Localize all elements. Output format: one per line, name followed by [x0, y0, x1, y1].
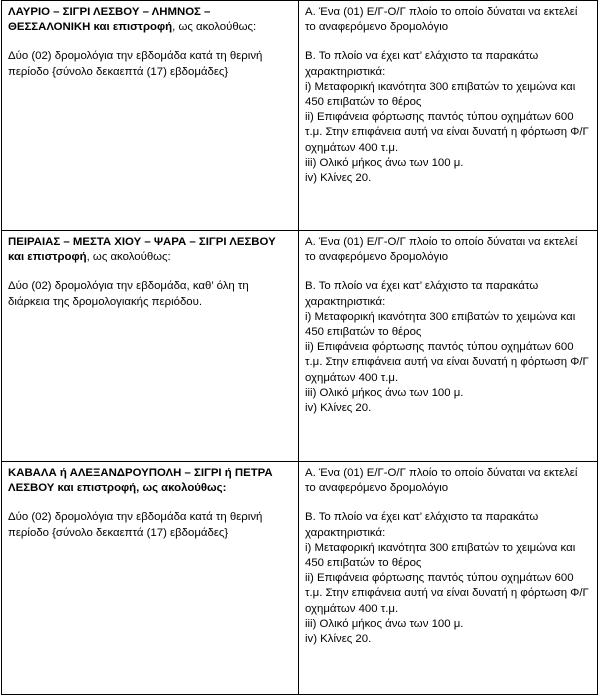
routes-table [1, 0, 598, 695]
route-row [2, 462, 598, 695]
route-name: ΛΑΥΡΙΟ – ΣΙΓΡΙ ΛΕΣΒΟΥ – ΛΗΜΝΟΣ – ΘΕΣΣΑΛΟΝΙΚΗ και επιστροφή [8, 6, 211, 34]
requirement-vehicle-deck: ii) Επιφάνεια φόρτωσης παντός τύπου οχημάτων 600 τ.μ. Στην επιφάνεια αυτή να είναι δυνατή η φόρτωση Φ/Γ οχημάτων 400 τ.μ. [305, 341, 589, 384]
route-description-cell [2, 462, 299, 695]
route-row [2, 1, 598, 231]
requirement-berths: iv) Κλίνες 20. [305, 402, 372, 415]
route-name: ΚΑΒΑΛΑ ή ΑΛΕΞΑΝΔΡΟΥΠΟΛΗ – ΣΙΓΡΙ ή ΠΕΤΡΑ ΛΕΣΒΟΥ και επιστροφή, ως ακολούθως: [8, 467, 273, 495]
requirement-berths: iv) Κλίνες 20. [305, 172, 372, 185]
vessel-requirements-cell [299, 231, 598, 462]
requirement-berths: iv) Κλίνες 20. [305, 633, 372, 646]
route-title [8, 466, 292, 496]
requirement-a: Α. Ένα (01) Ε/Γ-Ο/Γ πλοίο το οποίο δύναται να εκτελεί το αναφερόμενο δρομολόγιο [305, 467, 578, 495]
vessel-requirements-cell [299, 462, 598, 695]
requirement-vehicle-deck: ii) Επιφάνεια φόρτωσης παντός τύπου οχημάτων 600 τ.μ. Στην επιφάνεια αυτή να είναι δυνατή η φόρτωση Φ/Γ οχημάτων 400 τ.μ. [305, 572, 589, 615]
route-description-cell [2, 231, 299, 462]
route-title-suffix: , ως ακολούθως: [86, 251, 171, 264]
route-frequency: Δύο (02) δρομολόγια την εβδομάδα κατά τη θερινή περίοδο {σύνολο δεκαεπτά (17) εβδομάδες} [8, 50, 263, 78]
requirement-a: Α. Ένα (01) Ε/Γ-Ο/Γ πλοίο το οποίο δύναται να εκτελεί το αναφερόμενο δρομολόγιο [305, 236, 578, 264]
route-title [8, 235, 292, 265]
route-name: ΠΕΙΡΑΙΑΣ – ΜΕΣΤΑ ΧΙΟΥ – ΨΑΡΑ – ΣΙΓΡΙ ΛΕΣΒΟΥ και επιστροφή [8, 236, 276, 264]
requirement-vehicle-deck: ii) Επιφάνεια φόρτωσης παντός τύπου οχημάτων 600 τ.μ. Στην επιφάνεια αυτή να είναι δυνατή η φόρτωση Φ/Γ οχημάτων 400 τ.μ. [305, 111, 589, 154]
requirement-capacity: i) Μεταφορική ικανότητα 300 επιβατών το χειμώνα και 450 επιβατών το θέρος [305, 541, 576, 570]
requirement-a: Α. Ένα (01) Ε/Γ-Ο/Γ πλοίο το οποίο δύναται να εκτελεί το αναφερόμενο δρομολόγιο [305, 6, 578, 34]
route-frequency: Δύο (02) δρομολόγια την εβδομάδα, καθ’ όλη τη διάρκεια της δρομολογιακής περιόδου. [8, 280, 249, 308]
requirement-length: iii) Ολικό μήκος άνω των 100 μ. [305, 156, 464, 169]
requirement-b-intro: Β. Το πλοίο να έχει κατ’ ελάχιστο τα παρακάτω χαρακτηριστικά: [305, 50, 539, 78]
requirement-length: iii) Ολικό μήκος άνω των 100 μ. [305, 386, 464, 399]
requirement-capacity: i) Μεταφορική ικανότητα 300 επιβατών το χειμώνα και 450 επιβατών το θέρος [305, 80, 576, 109]
requirement-b-intro: Β. Το πλοίο να έχει κατ’ ελάχιστο τα παρακάτω χαρακτηριστικά: [305, 280, 539, 308]
route-row [2, 231, 598, 462]
requirement-capacity: i) Μεταφορική ικανότητα 300 επιβατών το χειμώνα και 450 επιβατών το θέρος [305, 310, 576, 339]
route-title [8, 5, 292, 35]
route-description-cell [2, 1, 299, 231]
route-title-suffix: , ως ακολούθως: [172, 21, 257, 34]
vessel-requirements-cell [299, 1, 598, 231]
route-frequency: Δύο (02) δρομολόγια την εβδομάδα κατά τη θερινή περίοδο {σύνολο δεκαεπτά (17) εβδομάδες} [8, 511, 263, 539]
requirement-b-intro: Β. Το πλοίο να έχει κατ’ ελάχιστο τα παρακάτω χαρακτηριστικά: [305, 511, 539, 539]
requirement-length: iii) Ολικό μήκος άνω των 100 μ. [305, 617, 464, 630]
